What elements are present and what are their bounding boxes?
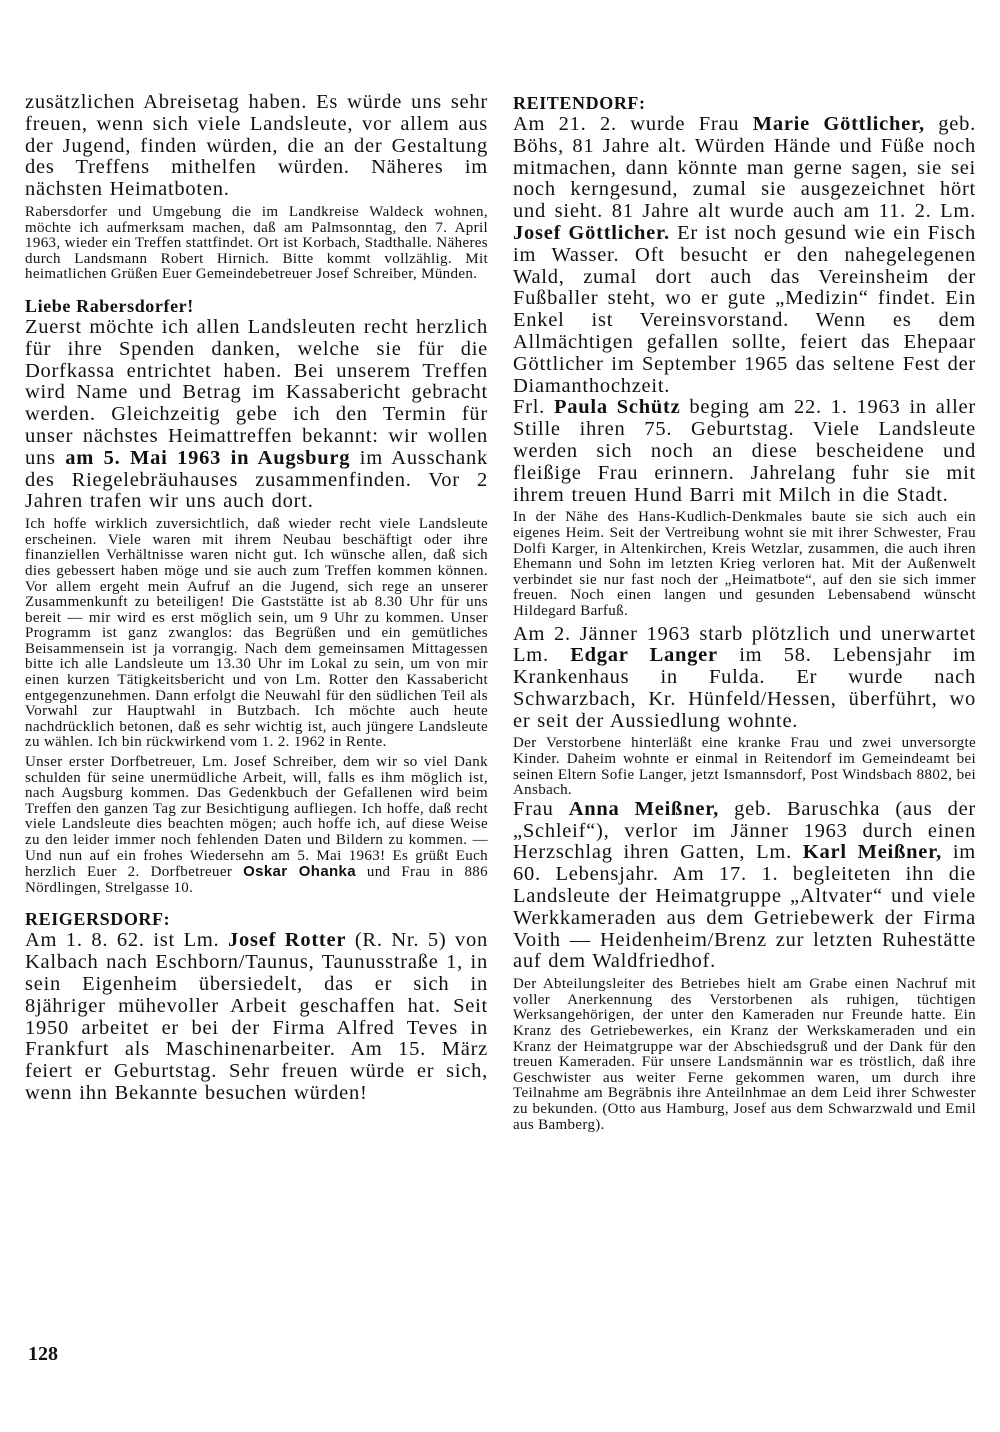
text: im 58. Lebensjahr im Krankenhaus in Fulda. Er wurde nach Schwarzbach, Kr. Hünfeld/Hessen, überführt, wo er seit der Aussiedlung wohnte.: [513, 644, 977, 732]
section-heading: REIGERSDORF:: [25, 909, 171, 930]
bold-text: Paula Schütz: [553, 396, 681, 419]
paragraph: [25, 317, 488, 513]
text: im Ausschank des Riegelebräuhauses zusammenfinden. Vor 2 Jahren trafen wir uns auch dort.: [25, 446, 488, 513]
bold-text: Josef Göttlicher.: [513, 221, 670, 244]
text: Am 1. 8. 62. ist Lm.: [25, 929, 229, 952]
paragraph: [513, 624, 976, 733]
paragraph: [25, 755, 488, 896]
text: beging am 22. 1. 1963 in aller Stille ihren 75. Geburtstag. Viele Landsleute werden sich noch an diese bescheidene und fleißige Frau erinnern. Jahrelang fuhr sie mit ihrem treuen Hund Barri mit Milch in die Stadt.: [513, 396, 976, 506]
text: Frl.: [513, 396, 554, 419]
bold-text: am 5. Mai 1963 in Augsburg: [65, 446, 351, 469]
section-heading: REITENDORF:: [513, 93, 646, 113]
bold-text: Josef Rotter: [228, 929, 347, 952]
paragraph: [513, 397, 976, 506]
bold-text: Edgar Langer: [570, 644, 718, 667]
paragraph: [513, 114, 976, 397]
paragraph: In der Nähe des Hans-Kudlich-Denkmales baute sie sich auch ein eigenes Heim. Seit der Vertreibung wohnt sie mit ihrer Schwester, Frau Dolfi Karger, in Altenkirchen, Kreis Wetzlar, zusammen, die auch ihren Ehemann und Sohn im letzten Krieg verloren hat. Mit der Außenwelt verbindet sie nur fast noch der „Heimatbote“, auf den sie sich immer freuen. Noch einen langen und gesunden Lebensabend wünscht Hildegard Barfuß.: [513, 509, 976, 619]
section-heading: Liebe Rabersdorfer!: [25, 295, 194, 316]
text: und Frau in 886 Nördlingen, Strelgasse 10.: [25, 864, 489, 896]
bold-text: Marie Göttlicher,: [752, 113, 925, 135]
text: Am 21. 2. wurde Frau: [513, 113, 753, 135]
text: Frau: [513, 797, 569, 820]
text: Unser erster Dorfbetreuer, Lm. Josef Schreiber, dem wir so viel Dank schulden für seine unermüdliche Arbeit, will, falls es ihm möglich ist, nach Augsburg kommen. Das Gedenkbuch der Gefallenen wird beim Treffen den ganzen Tag zur Besichtigung aufliegen. Ich hoffe, daß recht viele Landsleute dies beachten mögen; auch hoffe ich, auf diese Weise zu den leider immer noch fehlenden Daten und Bildern zu kommen. — Und nun auf ein frohes Wiedersehn am 5. Mai 1963! Es grüßt Euch herzlich Euer 2. Dorfbetreuer: [25, 754, 488, 881]
paragraph: [513, 799, 976, 973]
text: geb. Böhs, 81 Jahre alt. Würden Hände und Füße noch mitmachen, dann könnte man gerne sagen, sie sei noch kerngesund, zumal sie ausgezeichnet hört und sieht. 81 Jahre alt wurde auch am 11. 2. Lm.: [513, 113, 976, 223]
text: im 60. Lebensjahr. Am 17. 1. begleiteten ihn die Landsleute der Heimatgruppe „Altvater“ und viele Werkkameraden aus dem Getriebewerk der Firma Voith — Heidenheim/Brenz zur letzten Ruhestätte auf dem Waldfriedhof.: [513, 841, 976, 973]
text: Zuerst möchte ich allen Landsleuten recht herzlich für ihre Spenden danken, welche sie für die Dorfkassa entrichtet haben. Bei unserem Treffen wird Name und Betrag im Kassabericht gebracht werden. Gleichzeitig gebe ich den Termin für unser nächstes Heimattreffen bekannt: wir wollen uns: [25, 315, 488, 469]
paragraph: Ich hoffe wirklich zuversichtlich, daß wieder recht viele Landsleute erscheinen. Viele waren mit ihrem Neubau beschäftigt oder ihre finanziellen Verhältnisse waren nicht gut. Ich wünsche allen, daß sich dies gebessert haben möge und sie auch zum Treffen kommen können. Vor allem ergeht mein Aufruf an die Jugend, sich rege an unserer Zusammenkunft zu beteiligen! Die Gaststätte ist ab 8.30 Uhr für uns bereit — mir wird es erst möglich sein, um 9 Uhr zu kommen. Unser Programm ist ganz zwanglos: das Begrüßen und ein gemütliches Beisammensein ist ja vorrangig. Nach dem gemeinsamen Mittagessen bitte ich alle Landsleute um 13.30 Uhr im Lokal zu sein, um von mir einen kurzen Tätigkeitsbericht und von Lm. Rotter den Kassabericht entgegenzunehmen. Dann erfolgt die Neuwahl für den südlichen Teil als Vorwahl zur Hauptwahl in Butzbach. Ich möchte auch heute nachdrücklich betonen, daß es sehr wichtig ist, auch jüngere Landsleute zu wählen. Ich bin rückwirkend vom 1. 2. 1962 in Rente.: [25, 516, 488, 751]
text: Am 2. Jänner 1963 starb plötzlich und unerwartet Lm.: [513, 622, 976, 667]
paragraph: [25, 930, 488, 1104]
left-column: [25, 92, 488, 1105]
text: Er ist noch gesund wie ein Fisch im Wasser. Oft besucht er den nahegelegenen Wald, zumal dort auch das Vereinsheim der Fußballer steht, wo er gute „Medizin“ findet. Ein Enkel ist Vereinsvorstand. Wenn es dem Allmächtigen gefallen sollte, feiert das Ehepaar Göttlicher im September 1965 das seltene Fest der Diamanthochzeit.: [513, 221, 976, 397]
paragraph: Rabersdorfer und Umgebung die im Landkreise Waldeck wohnen, möchte ich aufmerksam machen, daß am Palmsonntag, den 7. April 1963, wieder ein Treffen stattfindet. Ort ist Korbach, Stadthalle. Näheres durch Landsmann Robert Hirnich. Bitte kommt vollzählig. Mit heimatlichen Grüßen Euer Gemeindebetreuer Josef Schreiber, Münden.: [25, 203, 488, 283]
paragraph: Der Verstorbene hinterläßt eine kranke Frau und zwei unversorgte Kinder. Daheim wohnte er einmal in Reitendorf im Gemeindeamt bei seinen Eltern Sofie Langer, jetzt Ismannsdorf, Post Windsbach 8802, bei Ansbach.: [513, 735, 976, 799]
bold-text: Oskar Ohanka: [243, 863, 356, 881]
page-number: 128: [28, 1343, 58, 1365]
paragraph: Der Abteilungsleiter des Betriebes hielt am Grabe einen Nachruf mit voller Anerkennung des Verstorbenen als ruhigen, tüchtigen Werksangehörigen, der unter den Kameraden nur Freunde hatte. Ein Kranz des Getriebewerkes, ein Kranz der Werkskameraden und ein Kranz der Heimatgruppe war der Abschiedsgruß und der Dank für den treuen Kameraden. Für unsere Landsmännin war es tröstlich, daß ihre Geschwister aus weiter Ferne gekommen waren, um durch ihre Teilnahme am Begräbnis ihre Anteilnhmae an dem Leid ihrer Schwester zu bekunden. (Otto aus Hamburg, Josef aus dem Schwarzwald und Emil aus Bamberg).: [513, 976, 976, 1133]
text: (R. Nr. 5) von Kalbach nach Eschborn/Taunus, Taunusstraße 1, in sein Eigenheim übersiedelt, das er sich in 8jähriger mühevoller Arbeit geschaffen hat. Seit 1950 arbeitet er bei der Firma Alfred Teves in Frankfurt als Maschinenarbeiter. Am 15. März feiert er Geburtstag. Sehr freuen würde er sich, wenn ihn Bekannte besuchen würden!: [25, 929, 489, 1104]
paragraph: zusätzlichen Abreisetag haben. Es würde uns sehr freuen, wenn sich viele Landsleute, vor allem aus der Jugend, finden würden, die an der Gestaltung des Treffens mithelfen würden. Näheres im nächsten Heimatboten.: [25, 91, 488, 201]
right-column: [513, 92, 976, 1133]
text: geb. Baruschka (aus der „Schleif“), verlor im Jänner 1963 durch einen Herzschlag ihren Gatten, Lm.: [513, 797, 977, 864]
bold-text: Anna Meißner,: [568, 797, 720, 820]
bold-text: Karl Meißner,: [802, 841, 942, 864]
